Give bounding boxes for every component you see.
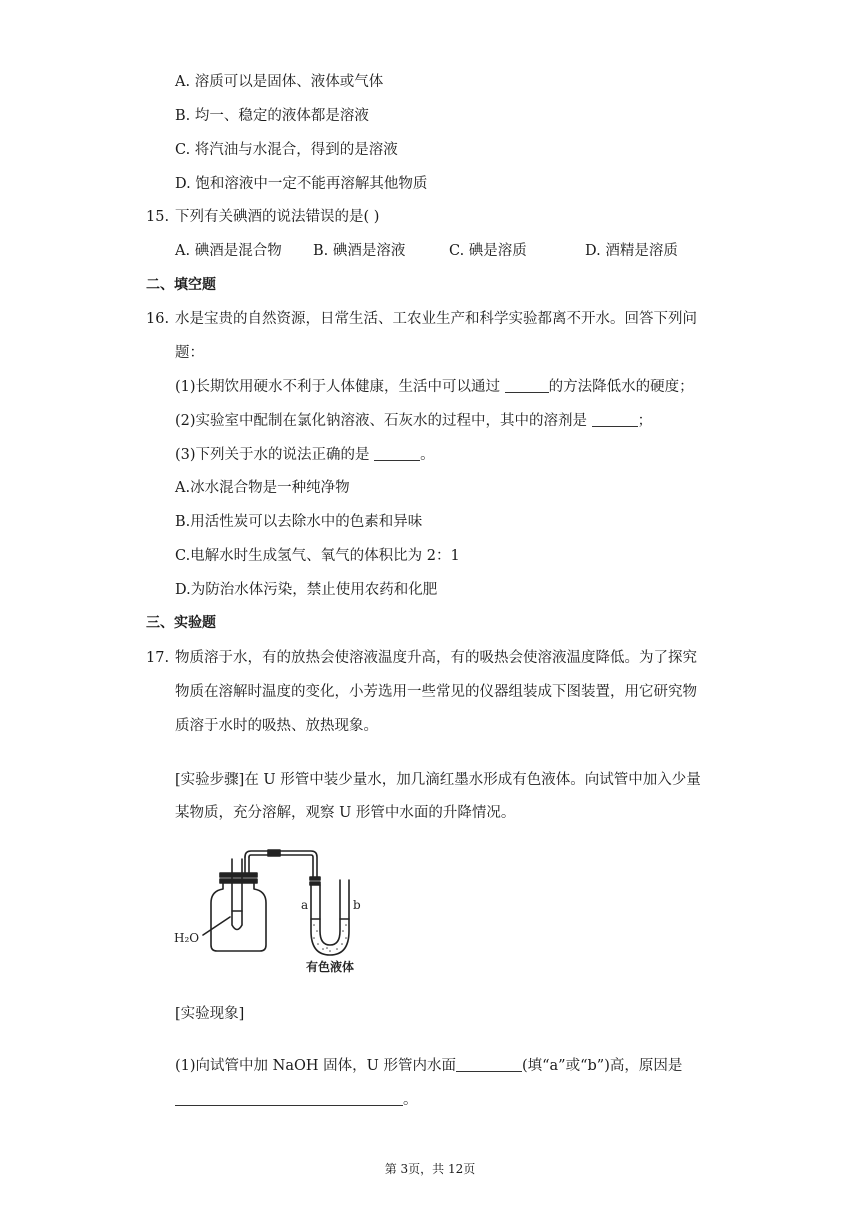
answer-blank[interactable] (592, 412, 638, 427)
answer-blank[interactable] (175, 1091, 403, 1106)
answer-blank[interactable] (505, 378, 549, 393)
q16-stem-line2: 题： (175, 345, 204, 361)
question-number: 15. (146, 209, 170, 225)
q16-choice-a: A.冰水混合物是一种纯净物 (175, 480, 350, 496)
q14-option-c: C. 将汽油与水混合，得到的是溶液 (175, 142, 398, 158)
h2o-label: H₂O (174, 931, 200, 945)
section-heading-experiment: 三、实验题 (146, 615, 216, 631)
answer-blank[interactable] (374, 446, 420, 461)
q17-phenomenon-label: [实验现象] (175, 1006, 245, 1022)
figure-caption: 有色液体 (306, 960, 355, 974)
q17-intro-line2: 物质在溶解时温度的变化，小芳选用一些常见的仪器组装成下图装置，用它研究物 (175, 684, 697, 700)
question-number: 16. (146, 311, 170, 327)
q15-option-d: D. 酒精是溶质 (585, 243, 678, 259)
page-footer: 第 3页，共 12页 (384, 1162, 476, 1176)
q17-sub1: (1)向试管中加 NaOH 固体，U 形管内水面 (填“a”或“b”)高，原因是 (175, 1058, 683, 1074)
q17-sub1-reason: 。 (175, 1090, 418, 1110)
q16-sub3: (3)下列关于水的说法正确的是 。 (175, 447, 435, 463)
q16-sub2: (2)实验室中配制在氯化钠溶液、石灰水的过程中，其中的溶剂是 ； (175, 413, 653, 429)
q16-stem-line1: 16. 水是宝贵的自然资源，日常生活、工农业生产和科学实验都离不开水。回答下列问 (146, 311, 697, 327)
q15-stem: 15. 下列有关碘酒的说法错误的是( ) (146, 209, 380, 225)
q14-option-a: A. 溶质可以是固体、液体或气体 (175, 74, 384, 90)
q17-steps-line1: [实验步骤]在 U 形管中装少量水，加几滴红墨水形成有色液体。向试管中加入少量 (175, 772, 701, 788)
u-tube-label-b: b (353, 898, 361, 912)
apparatus-figure (170, 845, 370, 975)
u-tube-label-a: a (301, 898, 309, 912)
q17-intro-line1: 17. 物质溶于水，有的放热会使溶液温度升高，有的吸热会使溶液温度降低。为了探究 (146, 650, 697, 666)
q15-option-b: B. 碘酒是溶液 (313, 243, 406, 259)
answer-blank[interactable] (456, 1057, 522, 1072)
q16-sub1: (1)长期饮用硬水不利于人体健康，生活中可以通过 的方法降低水的硬度； (175, 379, 694, 395)
question-number: 17. (146, 650, 170, 666)
q16-choice-c: C.电解水时生成氢气、氧气的体积比为 2：1 (175, 548, 460, 564)
q16-choice-b: B.用活性炭可以去除水中的色素和异味 (175, 514, 423, 530)
q15-option-a: A. 碘酒是混合物 (175, 243, 282, 259)
q17-steps-line2: 某物质，充分溶解，观察 U 形管中水面的升降情况。 (175, 805, 516, 821)
q17-intro-line3: 质溶于水时的吸热、放热现象。 (175, 718, 378, 734)
section-heading-fill-blank: 二、填空题 (146, 277, 216, 293)
q15-option-c: C. 碘是溶质 (449, 243, 527, 259)
q14-option-b: B. 均一、稳定的液体都是溶液 (175, 108, 369, 124)
q14-option-d: D. 饱和溶液中一定不能再溶解其他物质 (175, 176, 428, 192)
q16-choice-d: D.为防治水体污染，禁止使用农药和化肥 (175, 582, 438, 598)
